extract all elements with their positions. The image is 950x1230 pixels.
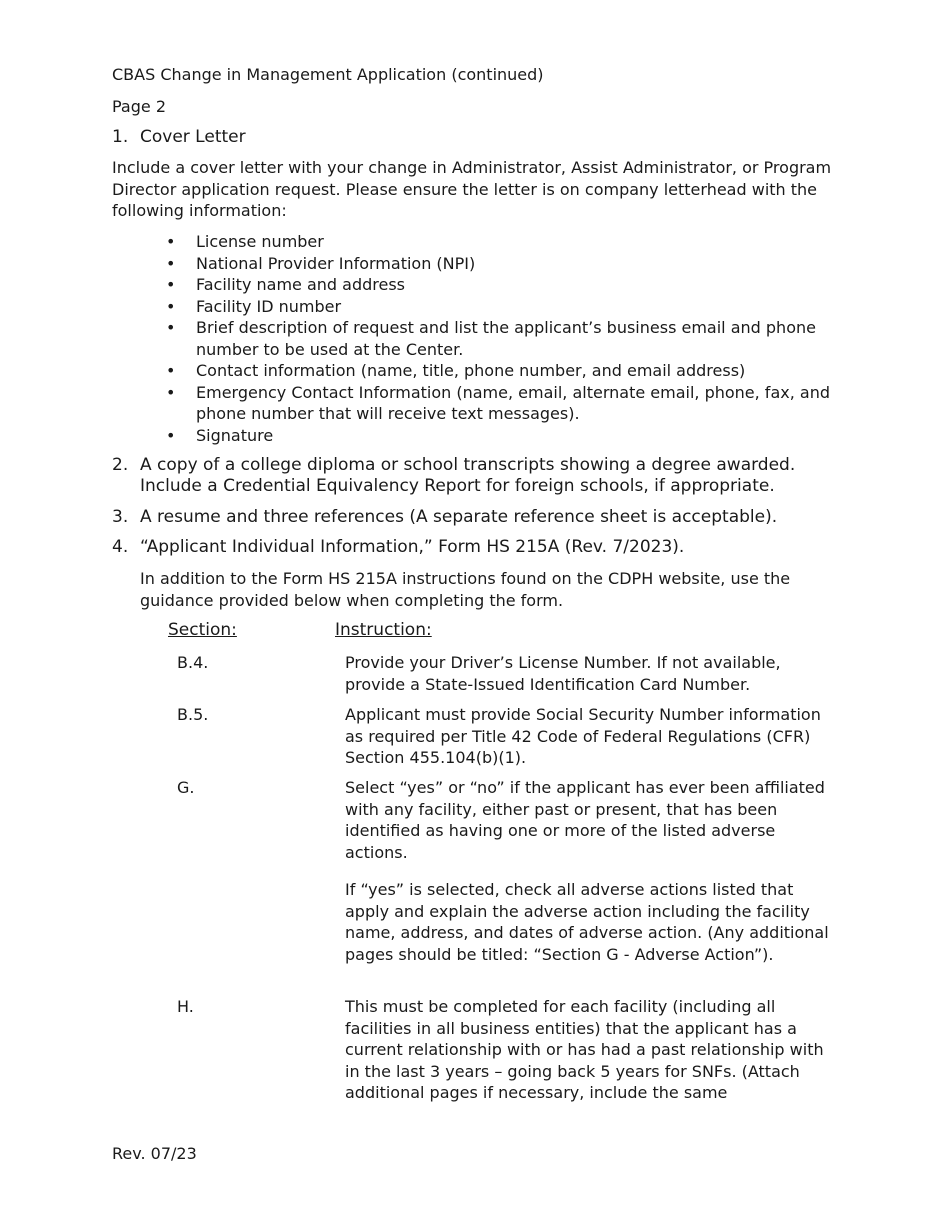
list-item-text: National Provider Information (NPI) [196, 253, 476, 273]
list-item [160, 425, 840, 447]
instruction-text: Provide your Driver’s License Number. If not available, provide a State-Issued Identification Card Number. [345, 653, 781, 694]
item-3-heading [112, 507, 852, 528]
cover-letter-intro: Include a cover letter with your change in Administrator, Assist Administrator, or Program Director application request. Please ensure the letter is on company letterhead with the following information: [112, 158, 832, 220]
instruction-text: Select “yes” or “no” if the applicant has ever been affiliated with any facility, either past or present, that has been identified as having one or more of the listed adverse actions. [345, 778, 825, 862]
list-item-text: Contact information (name, title, phone number, and email address) [196, 361, 746, 380]
item-number: 3. [112, 507, 129, 527]
bullet-glyph: • [166, 382, 176, 402]
item-number: 2. [112, 455, 129, 475]
item-4-heading [112, 537, 852, 558]
bullet-glyph: • [166, 232, 176, 251]
section-label: B.4. [177, 653, 209, 672]
item-title: Cover Letter [140, 127, 246, 147]
form-intro: In addition to the Form HS 215A instructions found on the CDPH website, use the guidance provided below when completing the form. [140, 569, 791, 610]
list-item [160, 360, 840, 382]
list-item-text: Emergency Contact Information (name, email, alternate email, phone, fax, and phone number that will receive text messages). [196, 382, 830, 423]
list-item-text: Signature [196, 425, 274, 445]
bullet-glyph: • [166, 296, 176, 316]
list-item [160, 274, 840, 296]
item-2-heading [112, 455, 852, 497]
list-item-text: Facility name and address [196, 275, 406, 294]
list-item-text: License number [196, 232, 324, 251]
instruction-text: This must be completed for each facility (including all facilities in all business entities) that the applicant has a current relationship with or has had a past relationship with in the last 3 years – going back 5 years for SNFs. (Attach additional pages if necessary, include the same [345, 997, 824, 1102]
bullet-glyph: • [166, 275, 176, 294]
list-item [160, 296, 840, 318]
item-number: 1. [112, 127, 129, 147]
list-item [160, 253, 840, 275]
bullet-glyph: • [166, 253, 176, 273]
item-title: A resume and three references (A separate reference sheet is acceptable). [140, 507, 778, 527]
item-title: “Applicant Individual Information,” Form HS 215A (Rev. 7/2023). [140, 537, 685, 557]
page-header-title: CBAS Change in Management Application (continued) [112, 65, 544, 84]
section-label: G. [177, 778, 195, 797]
section-column-header: Section: [168, 620, 237, 640]
list-item [160, 382, 840, 425]
list-item [160, 317, 840, 360]
item-1-heading [112, 127, 852, 148]
bullet-glyph: • [166, 361, 176, 380]
list-item-text: Facility ID number [196, 296, 342, 316]
page-number: Page 2 [112, 97, 166, 116]
bullet-glyph: • [166, 425, 176, 445]
list-item-text: Brief description of request and list the applicant’s business email and phone number to be used at the Center. [196, 318, 816, 359]
bullet-glyph: • [166, 318, 176, 337]
section-label: H. [177, 997, 194, 1016]
instruction-text-continued: If “yes” is selected, check all adverse actions listed that apply and explain the adverse action including the facility name, address, and dates of adverse action. (Any additional pages should be titled: “Section G - Adverse Action”). [345, 880, 829, 964]
revision-footer: Rev. 07/23 [112, 1144, 197, 1163]
item-title: A copy of a college diploma or school transcripts showing a degree awarded. Include a Credential Equivalency Report for foreign schools, if appropriate. [140, 455, 796, 496]
instruction-column-header: Instruction: [335, 620, 432, 640]
section-label: B.5. [177, 705, 209, 724]
item-number: 4. [112, 537, 129, 557]
cover-letter-bullet-list [160, 231, 840, 446]
list-item [160, 231, 840, 253]
instruction-text: Applicant must provide Social Security Number information as required per Title 42 Code of Federal Regulations (CFR) Section 455.104(b)(1). [345, 705, 821, 767]
